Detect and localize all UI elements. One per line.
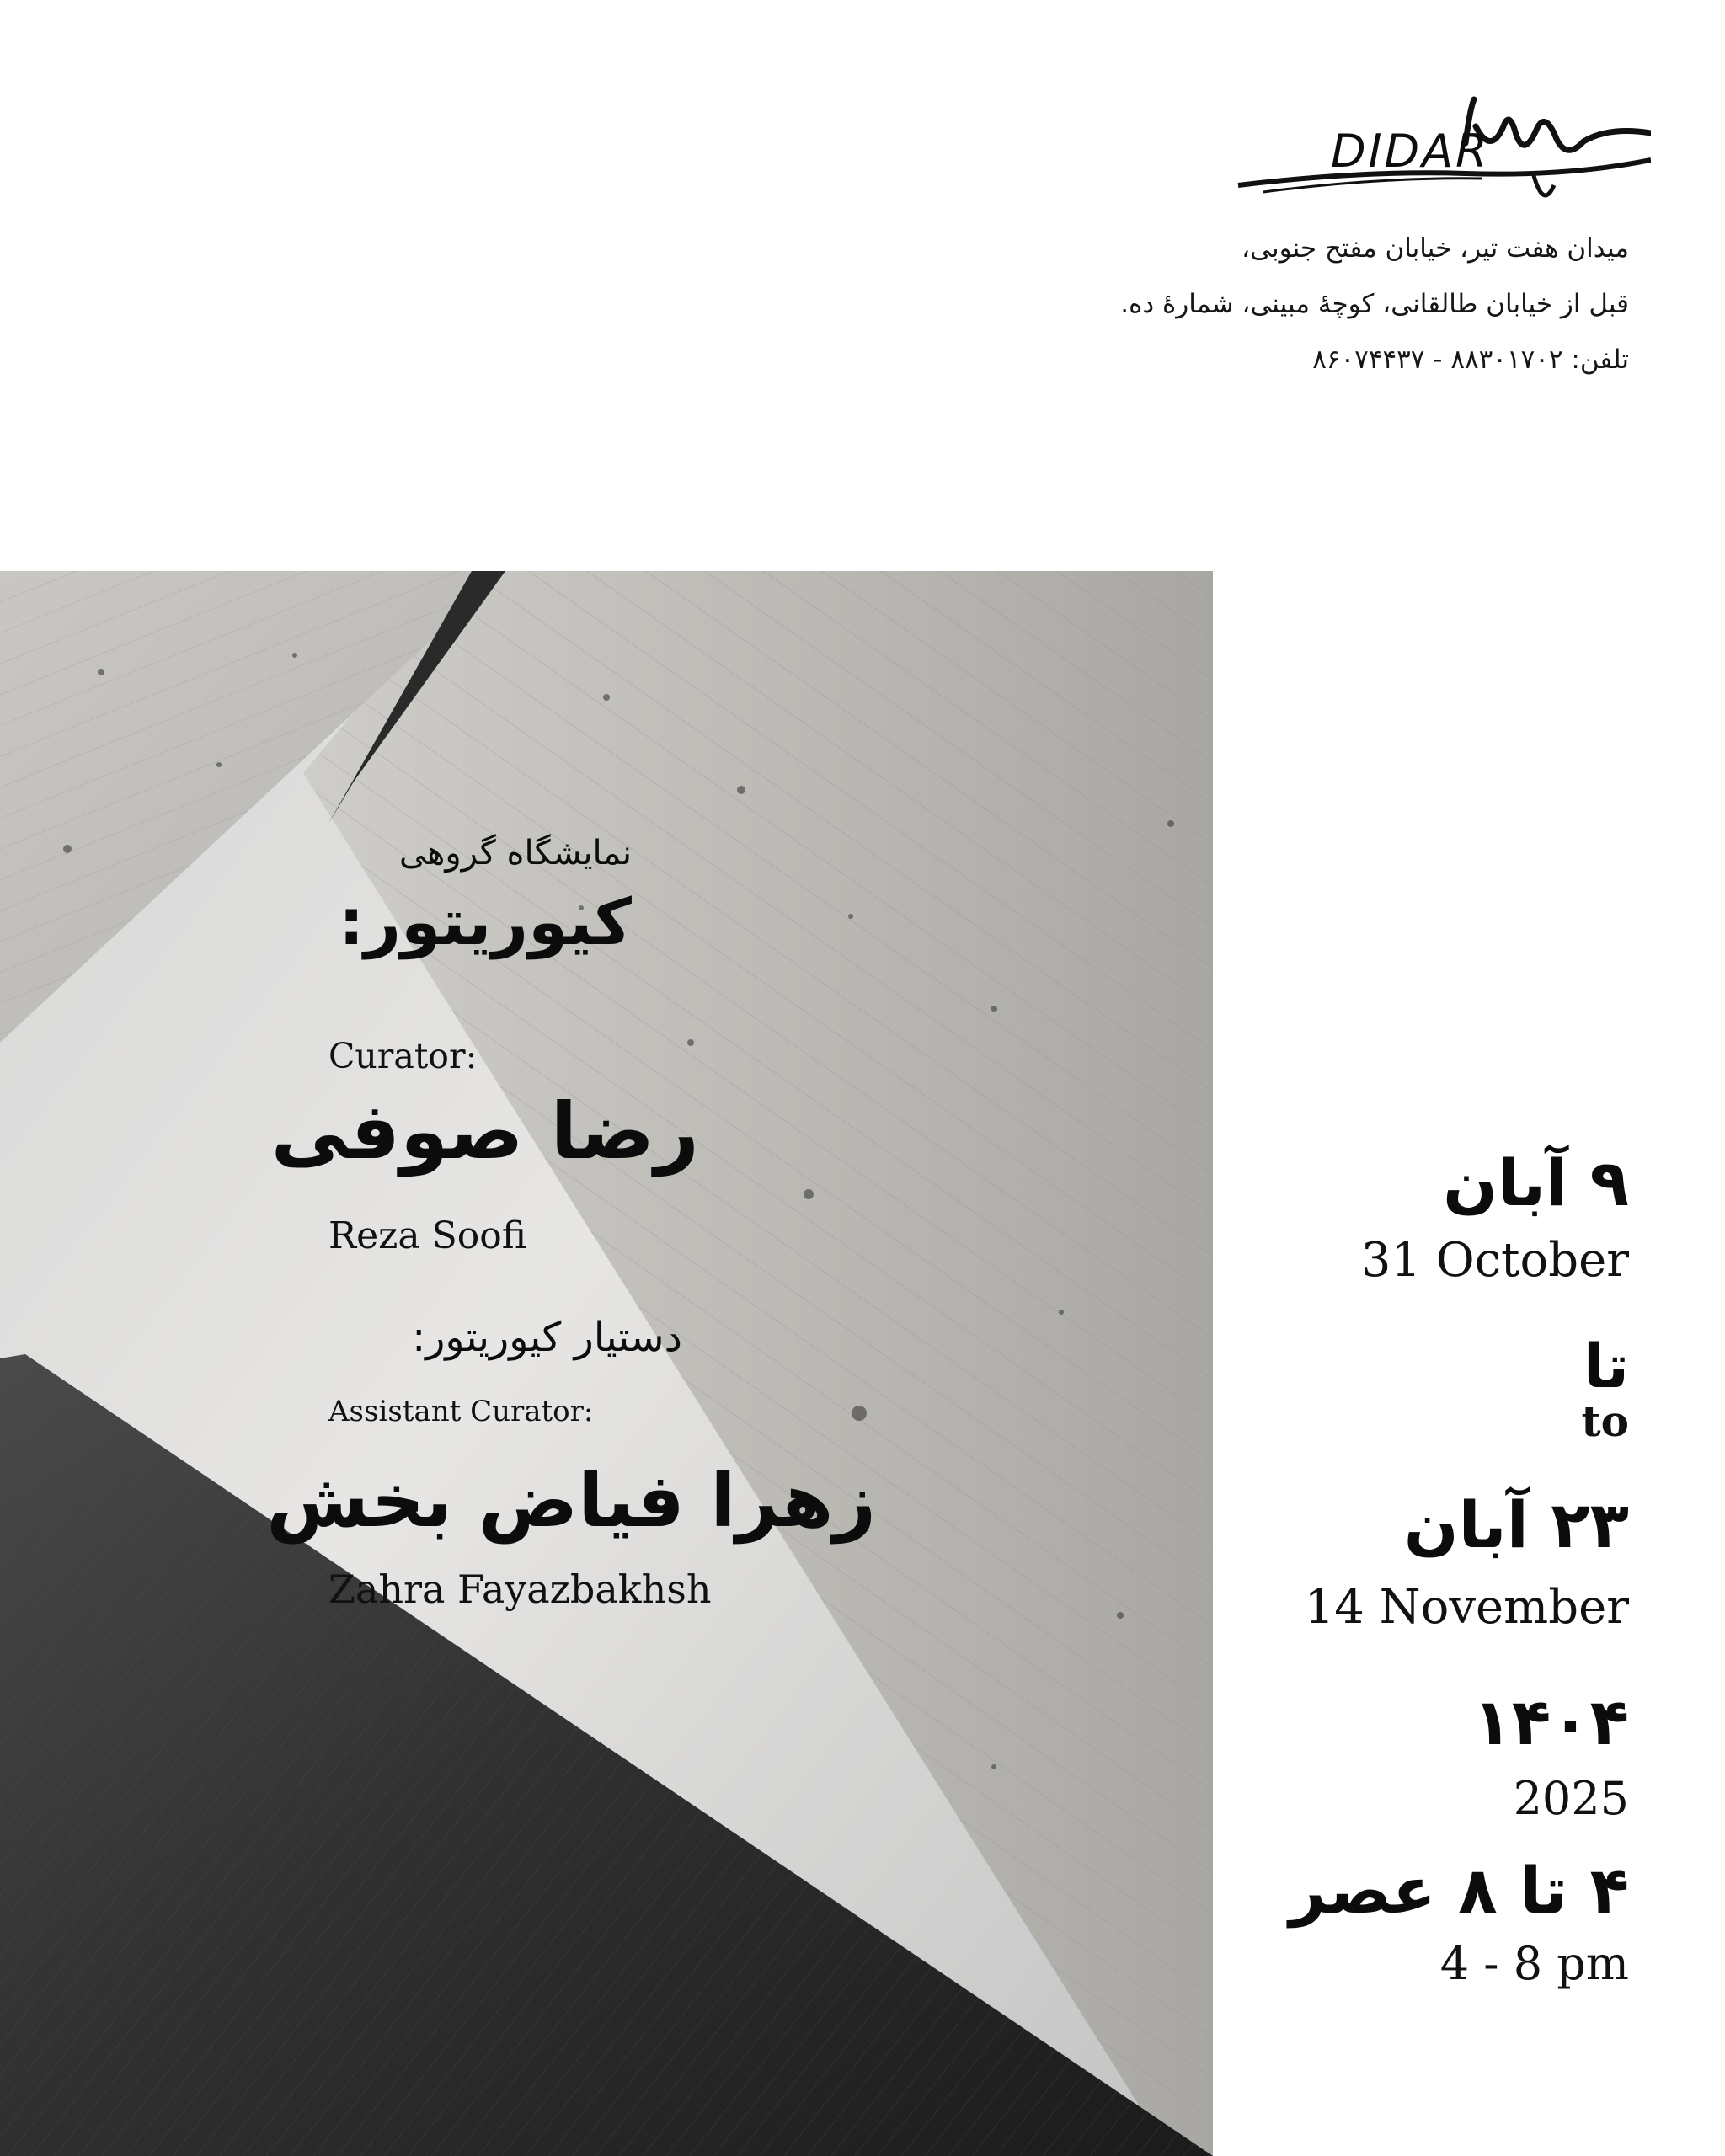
year-en: 2025: [1513, 1772, 1629, 1825]
curator-label-fa: کیوریتور:: [339, 884, 632, 959]
exhibition-type: نمایشگاه گروهی: [398, 834, 632, 873]
start-date-fa: ۹ آبان: [1443, 1145, 1629, 1220]
curator-name-fa: رضا صوفی: [270, 1086, 699, 1177]
gallery-address: [871, 221, 1629, 387]
address-line-1: میدان هفت تیر، خیابان مفتح جنوبی،: [1242, 233, 1629, 264]
concrete-architecture-image: [0, 571, 1213, 2156]
end-date-en: 14 November: [1304, 1580, 1629, 1635]
assistant-label-en: Assistant Curator:: [328, 1395, 594, 1428]
end-date-fa: ۲۳ آبان: [1403, 1487, 1629, 1562]
to-fa: تا: [1583, 1331, 1629, 1401]
hours-en: 4 - 8 pm: [1439, 1937, 1629, 1990]
assistant-name-fa: زهرا فیاض بخش: [266, 1457, 876, 1544]
address-phone: تلفن: ۸۸۳۰۱۷۰۲ - ۸۶۰۷۴۴۳۷: [1312, 344, 1629, 375]
gallery-logo: [1213, 93, 1651, 211]
logo-latin-text: DIDAR: [1331, 125, 1490, 178]
assistant-name-en: Zahra Fayazbakhsh: [328, 1566, 712, 1612]
to-en: to: [1581, 1396, 1629, 1446]
curator-label-en: Curator:: [328, 1036, 478, 1076]
hours-fa: ۴ تا ۸ عصر: [1289, 1853, 1629, 1928]
address-line-2: قبل از خیابان طالقانی، کوچهٔ مبینی، شمارهٔ ده.: [1120, 289, 1629, 319]
start-date-en: 31 October: [1360, 1233, 1629, 1288]
year-fa: ۱۴۰۴: [1472, 1684, 1629, 1759]
assistant-label-fa: دستیار کیوریتور:: [412, 1314, 682, 1361]
curator-name-en: Reza Soofi: [328, 1214, 527, 1257]
exhibition-photo: [0, 571, 1213, 2156]
